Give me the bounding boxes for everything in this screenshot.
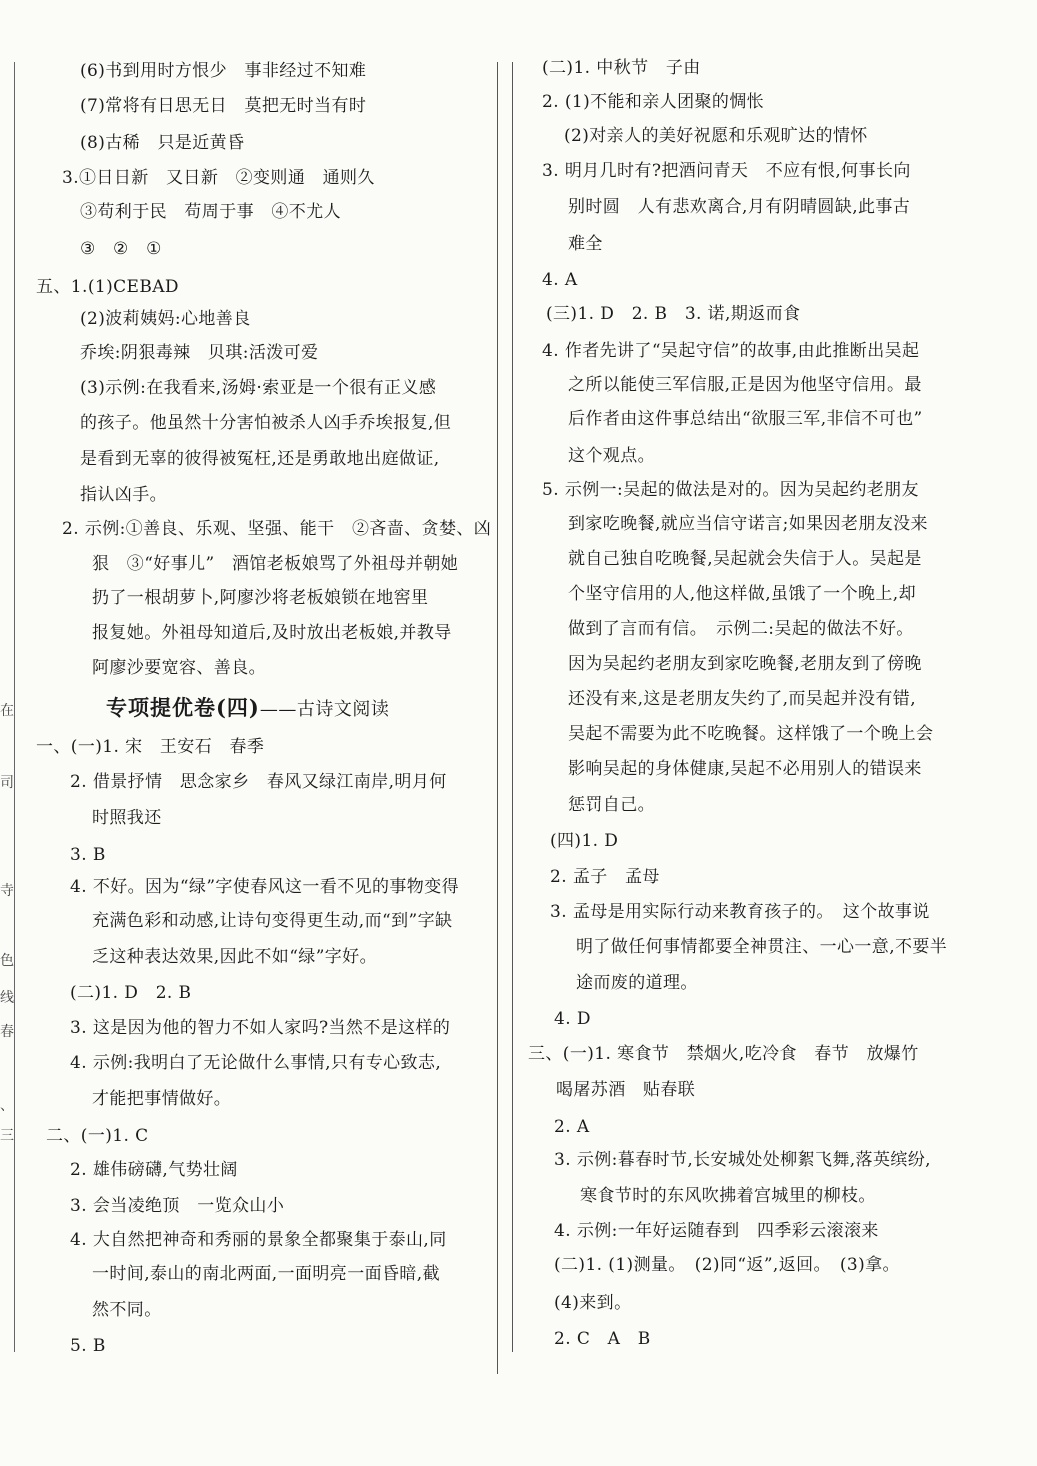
answer-line: (6)书到用时方恨少 事非经过不知难	[80, 61, 367, 81]
answer-line: 寒食节时的东风吹拂着宫城里的柳枝。	[580, 1186, 876, 1206]
answer-line: 就自己独自吃晚餐,吴起就会失信于人。吴起是	[568, 549, 922, 569]
answer-line: 报复她。外祖母知道后,及时放出老板娘,并教导	[92, 623, 452, 643]
section-title	[106, 694, 389, 724]
edge-fragment: 寺	[0, 883, 14, 899]
answer-line: 4. 不好。因为“绿”字使春风这一看不见的事物变得	[70, 877, 460, 897]
edge-fragment: 春	[0, 1024, 14, 1040]
answer-line: 之所以能使三军信服,正是因为他坚守信用。最	[568, 375, 922, 395]
answer-line: 4. A	[542, 270, 578, 290]
edge-fragment: 、	[0, 1098, 14, 1114]
section-title-main: 专项提优卷(四)	[106, 695, 260, 720]
answer-line: 2. (1)不能和亲人团聚的惆怅	[542, 92, 765, 112]
answer-line: (8)古稀 只是近黄昏	[80, 133, 245, 153]
answer-line: 5. B	[70, 1336, 106, 1356]
answer-line: 3. 孟母是用实际行动来教育孩子的。 这个故事说	[550, 902, 930, 922]
answer-line: ③苟利于民 苟周于事 ④不尤人	[80, 202, 341, 222]
edge-fragment: 在	[0, 703, 14, 719]
answer-line: (二)1. 中秋节 子由	[542, 58, 701, 78]
answer-line: 4. 示例:一年好运随春到 四季彩云滚滚来	[554, 1221, 879, 1241]
answer-line: 2. 借景抒情 思念家乡 春风又绿江南岸,明月何	[70, 772, 447, 792]
answer-line: 五、1.(1)CEBAD	[36, 277, 179, 297]
answer-line: 别时圆 人有悲欢离合,月有阴晴圆缺,此事古	[568, 197, 911, 217]
answer-line: 3.①日日新 又日新 ②变则通 通则久	[62, 168, 375, 188]
answer-line: 途而废的道理。	[576, 973, 698, 993]
answer-line: 后作者由这件事总结出“欲服三军,非信不可也”	[568, 409, 923, 429]
answer-line: (二)1. D 2. B	[70, 983, 192, 1003]
answer-line: 时照我还	[92, 808, 162, 828]
answer-line: 3. 这是因为他的智力不如人家吗?当然不是这样的	[70, 1018, 451, 1038]
answer-line: 2. C A B	[554, 1329, 651, 1349]
answer-line: (2)对亲人的美好祝愿和乐观旷达的情怀	[564, 126, 868, 146]
answer-line: (四)1. D	[550, 831, 619, 851]
answer-line: (二)1. (1)测量。 (2)同“返”,返回。 (3)拿。	[554, 1255, 900, 1275]
answer-line: 吴起不需要为此不吃晚餐。这样饿了一个晚上会	[568, 724, 934, 744]
answer-line: 2. 孟子 孟母	[550, 867, 660, 887]
answer-line: 做到了言而有信。 示例二:吴起的做法不好。	[568, 619, 914, 639]
answer-line: 然不同。	[92, 1300, 162, 1320]
answer-line: 乏这种表达效果,因此不如“绿”字好。	[92, 947, 377, 967]
section-title-subtitle: ——古诗文阅读	[259, 699, 390, 720]
answer-line: 的孩子。他虽然十分害怕被杀人凶手乔埃报复,但	[80, 413, 452, 433]
answer-line: 到家吃晚餐,就应当信守诺言;如果因老朋友没来	[568, 514, 928, 534]
answer-line: 2. 示例:①善良、乐观、坚强、能干 ②吝啬、贪婪、凶	[62, 519, 492, 539]
answer-line: 4. 大自然把神奇和秀丽的景象全都聚集于泰山,同	[70, 1230, 447, 1250]
answer-line: 扔了一根胡萝卜,阿廖沙将老板娘锁在地窖里	[92, 588, 429, 608]
answer-line: (7)常将有日思无日 莫把无时当有时	[80, 96, 367, 116]
answer-line: 还没有来,这是老朋友失约了,而吴起并没有错,	[568, 689, 917, 709]
answer-line: 3. 会当凌绝顶 一览众山小	[70, 1196, 285, 1216]
answer-line: 3. B	[70, 845, 106, 865]
answer-line: 4. 示例:我明白了无论做什么事情,只有专心致志,	[70, 1053, 442, 1073]
column-divider-right	[512, 62, 513, 1352]
answer-line: 难全	[568, 234, 603, 254]
answer-line: 一、(一)1. 宋 王安石 春季	[36, 737, 265, 757]
answer-line: ③ ② ①	[80, 239, 162, 259]
answer-line: 是看到无辜的彼得被冤枉,还是勇敢地出庭做证,	[80, 449, 440, 469]
answer-line: 2. 雄伟磅礴,气势壮阔	[70, 1160, 238, 1180]
answer-line: 狠 ③“好事儿” 酒馆老板娘骂了外祖母并朝她	[92, 554, 459, 574]
answer-line: 2. A	[554, 1117, 590, 1137]
answer-line: 二、(一)1. C	[46, 1126, 149, 1146]
edge-fragment: 色	[0, 953, 14, 969]
edge-fragment: 线	[0, 990, 14, 1006]
answer-line: 个坚守信用的人,他这样做,虽饿了一个晚上,却	[568, 584, 917, 604]
answer-line: 惩罚自己。	[568, 795, 655, 815]
answer-line: (4)来到。	[554, 1293, 632, 1313]
answer-line: 三、(一)1. 寒食节 禁烟火,吃冷食 春节 放爆竹	[528, 1044, 919, 1064]
column-divider	[497, 62, 498, 1374]
answer-line: 3. 示例:暮春时节,长安城处处柳絮飞舞,落英缤纷,	[554, 1150, 931, 1170]
answer-line: (3)示例:在我看来,汤姆·索亚是一个很有正义感	[80, 378, 437, 398]
answer-line: 阿廖沙要宽容、善良。	[92, 658, 266, 678]
left-page-edge-rule	[14, 62, 15, 1352]
edge-fragment: 司	[0, 775, 14, 791]
answer-line: 才能把事情做好。	[92, 1089, 232, 1109]
answer-line: 影响吴起的身体健康,吴起不必用别人的错误来	[568, 759, 922, 779]
answer-line: 4. D	[554, 1009, 591, 1029]
answer-line: 指认凶手。	[80, 485, 167, 505]
edge-fragment: 三	[0, 1128, 14, 1144]
answer-line: 明了做任何事情都要全神贯注、一心一意,不要半	[576, 937, 948, 957]
answer-line: 这个观点。	[568, 446, 655, 466]
answer-line: 一时间,泰山的南北两面,一面明亮一面昏暗,截	[92, 1264, 441, 1284]
answer-line: 5. 示例一:吴起的做法是对的。因为吴起约老朋友	[542, 480, 919, 500]
answer-line: 4. 作者先讲了“吴起守信”的故事,由此推断出吴起	[542, 341, 920, 361]
answer-line: 3. 明月几时有?把酒问青天 不应有恨,何事长向	[542, 161, 911, 181]
answer-line: 充满色彩和动感,让诗句变得更生动,而“到”字缺	[92, 911, 453, 931]
answer-line: (2)波莉姨妈:心地善良	[80, 309, 251, 329]
answer-line: (三)1. D 2. B 3. 诺,期返而食	[546, 304, 801, 324]
answer-line: 因为吴起约老朋友到家吃晚餐,老朋友到了傍晚	[568, 654, 922, 674]
answer-line: 喝屠苏酒 贴春联	[556, 1080, 696, 1100]
answer-line: 乔埃:阴狠毒辣 贝琪:活泼可爱	[80, 343, 319, 363]
